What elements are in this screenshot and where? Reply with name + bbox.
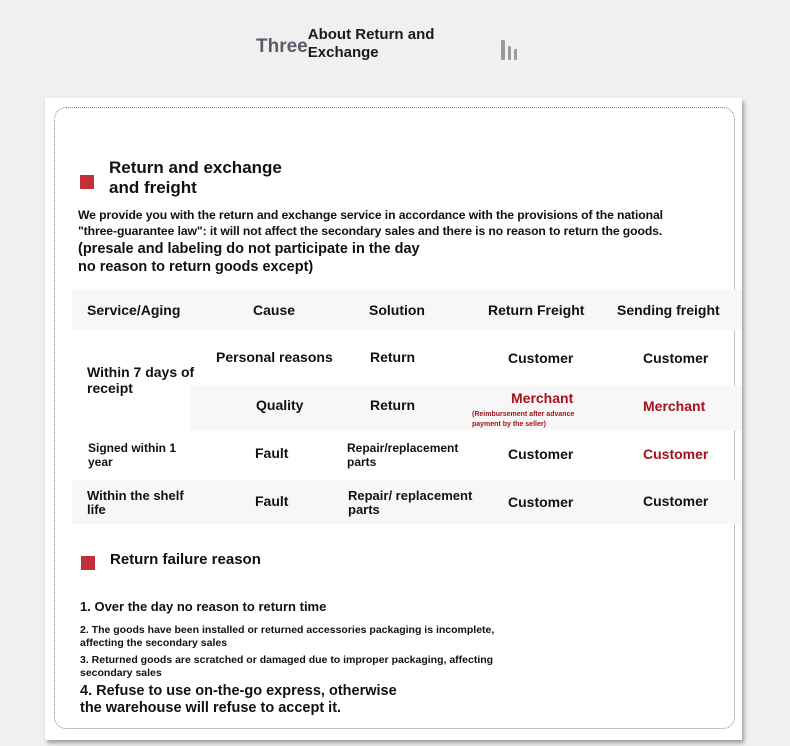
red-square-icon: [80, 175, 94, 189]
row3-cause: Fault: [255, 445, 289, 461]
intro-text: [78, 208, 748, 239]
row3-return-freight: Customer: [508, 446, 574, 462]
section-failure-heading: [81, 550, 261, 570]
row4-return-freight: Customer: [508, 494, 574, 510]
section-title: [308, 26, 435, 62]
row2-cause: Quality: [256, 397, 304, 413]
row2-return-note: (Reimbursement after advance payment by the seller): [472, 411, 575, 428]
intro-line1: We provide you with the return and exchange service in accordance with the provisions of the national: [78, 208, 663, 222]
red-square-icon: [81, 556, 95, 570]
row3-sending-freight: Customer: [643, 446, 709, 462]
row3-solution: Repair/replacement parts: [347, 441, 459, 469]
section-number: Three: [256, 36, 308, 57]
row4-sending-freight: Customer: [643, 493, 709, 509]
heading-line1: Return and exchange: [109, 158, 282, 177]
row4-aging: Within the shelf life: [87, 488, 184, 517]
section-header: [256, 26, 434, 62]
row2-solution: Return: [370, 397, 416, 413]
note-line2: no reason to return goods except): [78, 259, 314, 275]
th-service-aging: Service/Aging: [87, 302, 181, 318]
th-solution: Solution: [369, 302, 425, 318]
failure-item-2: 2. The goods have been installed or returned accessories packaging is incomplete, affecting the secondary sales: [80, 624, 495, 649]
failure-item-3: 3. Returned goods are scratched or damaged due to improper packaging, affecting secondary sales: [80, 654, 494, 679]
failure-item-4: 4. Refuse to use on-the-go express, otherwise the warehouse will refuse to accept it.: [80, 683, 397, 716]
note-line1: (presale and labeling do not participate in the day: [78, 241, 420, 257]
row1-return-freight: Customer: [508, 350, 574, 366]
th-cause: Cause: [253, 302, 296, 318]
section-title-line2: Exchange: [307, 44, 379, 61]
row1-aging: Within 7 days of receipt: [87, 364, 195, 396]
row2-sending-freight: Merchant: [643, 398, 706, 414]
row1-solution: Return: [370, 349, 416, 365]
bars-decoration-icon: [501, 38, 521, 60]
row1-cause: Personal reasons: [216, 349, 333, 365]
th-return-freight: Return Freight: [488, 302, 585, 318]
section-title-line1: About Return and: [307, 26, 435, 43]
exception-note: [78, 240, 420, 276]
failure-heading-text: Return failure reason: [110, 551, 261, 568]
row4-cause: Fault: [255, 493, 289, 509]
intro-line2: "three-guarantee law": it will not affect the secondary sales and there is no reason to return the goods.: [78, 223, 663, 238]
row2-return-freight: Merchant: [511, 390, 574, 406]
row3-aging: Signed within 1 year: [88, 441, 177, 469]
section-return-exchange-heading: [80, 158, 282, 198]
heading-line2: and freight: [109, 178, 197, 197]
failure-item-1: 1. Over the day no reason to return time: [80, 599, 327, 614]
th-sending-freight: Sending freight: [617, 302, 720, 318]
row1-sending-freight: Customer: [643, 350, 709, 366]
row4-solution: Repair/ replacement parts: [348, 488, 473, 517]
